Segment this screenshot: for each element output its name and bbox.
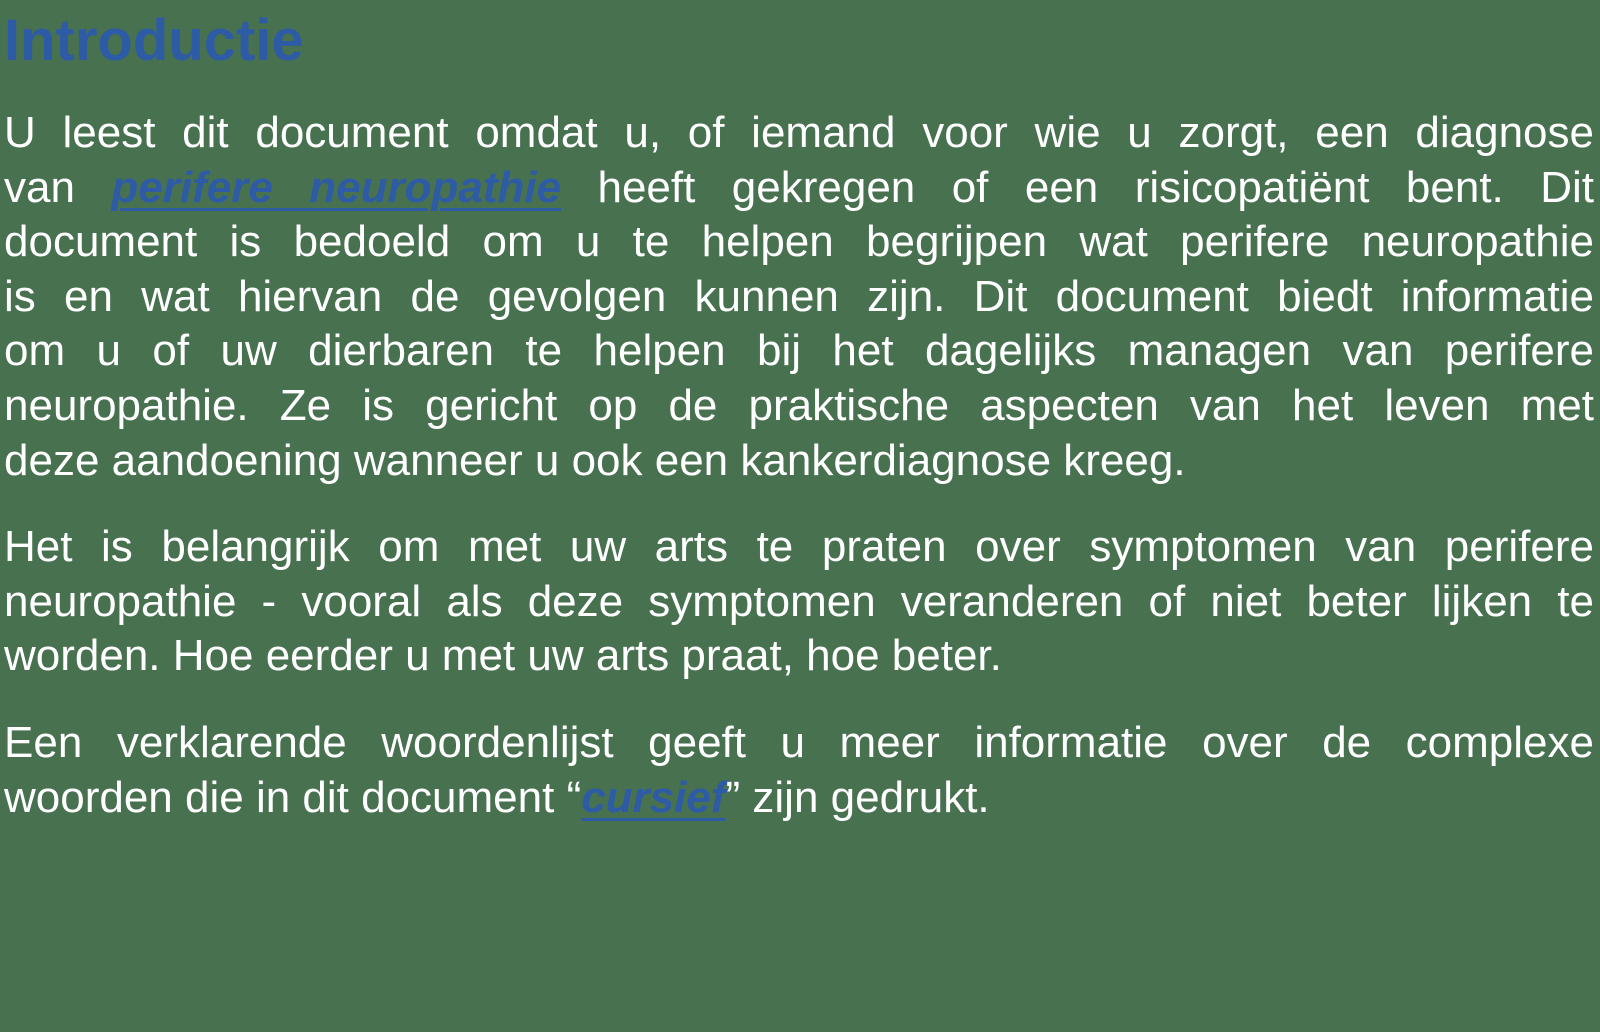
text-segment: Een verklarende woordenlijst geeft u meer informatie over de complexe (4, 717, 1594, 767)
document-page (0, 6, 1600, 1032)
text-line (4, 629, 1594, 684)
text-line (4, 161, 1594, 216)
text-segment: woorden die in dit document “ (4, 772, 582, 822)
text-line (4, 324, 1594, 379)
paragraph (4, 716, 1594, 825)
text-segment: U leest dit document omdat u, of iemand voor wie u zorgt, een diagnose (4, 108, 1594, 157)
body-paragraphs (4, 106, 1594, 825)
perifere-neuropathie-link[interactable]: perifere neuropathie (111, 162, 562, 212)
text-segment: is en wat hiervan de gevolgen kunnen zijn. Dit document biedt informatie (4, 271, 1594, 321)
text-line (4, 215, 1594, 270)
text-segment: worden. Hoe eerder u met uw arts praat, hoe beter. (4, 631, 1002, 681)
text-line (4, 270, 1594, 325)
text-segment: deze aandoening wanneer u ook een kankerdiagnose kreeg. (4, 435, 1186, 485)
text-segment: document is bedoeld om u te helpen begrijpen wat perifere neuropathie (4, 217, 1594, 267)
text-segment: ” zijn gedrukt. (725, 772, 990, 822)
text-segment: heeft gekregen of een risicopatiënt bent. Dit (561, 162, 1595, 212)
text-segment: Het is belangrijk om met uw arts te praten over symptomen van perifere (4, 522, 1594, 572)
paragraph (4, 106, 1594, 488)
text-line (4, 379, 1594, 434)
cursief-link[interactable]: cursief (581, 772, 726, 822)
text-line (4, 771, 1594, 826)
text-line (4, 575, 1594, 630)
text-line (4, 434, 1594, 489)
text-segment: om u of uw dierbaren te helpen bij het dagelijks managen van perifere (4, 326, 1594, 376)
text-segment: neuropathie - vooral als deze symptomen veranderen of niet beter lijken te (4, 576, 1594, 626)
paragraph (4, 520, 1594, 684)
text-segment: neuropathie. Ze is gericht op de praktische aspecten van het leven met (4, 380, 1594, 430)
text-line (4, 106, 1594, 161)
text-segment: van (4, 162, 112, 212)
page-title: Introductie (4, 8, 304, 73)
text-line (4, 520, 1594, 575)
text-line (4, 716, 1594, 771)
